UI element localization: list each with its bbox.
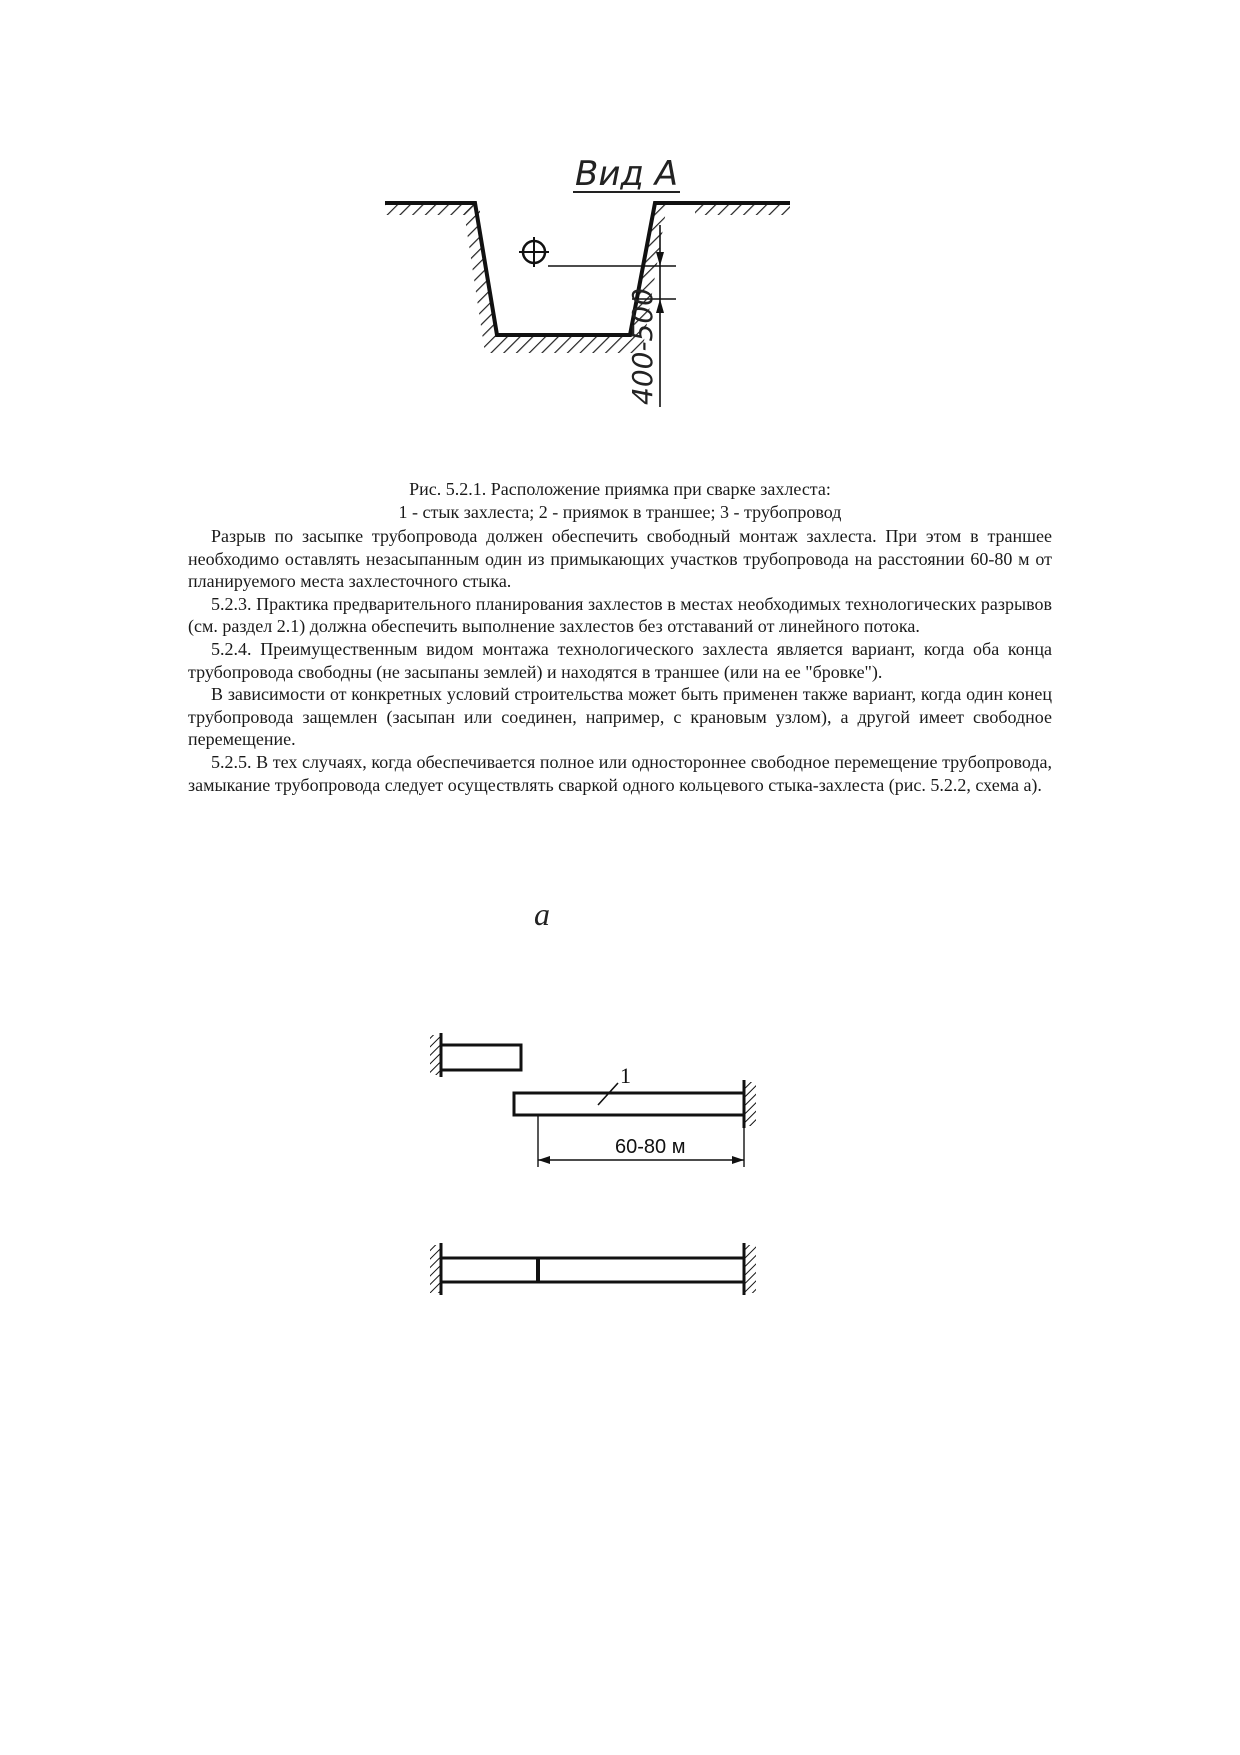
paragraph: 5.2.5. В тех случаях, когда обеспечивается полное или одностороннее свободное перемещение трубопровода, замыкание трубопровода следует осуществлять сваркой одного кольцевого стыка-захлеста (рис. 5.2.2, схема а). [188,751,1052,795]
paragraph: 5.2.3. Практика предварительного планирования захлестов в местах необходимых технологических разрывов (см. раздел 2.1) должна обеспечить выполнение захлестов без отставаний от линейного потока. [188,593,1052,637]
ground-hatch-right [695,205,790,215]
trench-outline [385,203,790,335]
scheme-label: а [534,896,550,932]
free-pipe [514,1093,744,1115]
trench-figure [380,145,870,465]
paragraph: В зависимости от конкретных условий строительства может быть применен также вариант, когда один конец трубопровода защемлен (засыпан или соединен, например, с крановым узлом), а другой имеет свободное перемещение. [188,684,1052,750]
figure-caption-legend: 1 - стык захлеста; 2 - приямок в траншее; 3 - трубопровод [398,502,842,522]
closed-pipeline [441,1258,744,1282]
closure-scheme-figure [430,885,830,1305]
view-label: Вид А [575,154,678,194]
joint-label: 1 [620,1063,631,1088]
body-text [188,525,1052,796]
distance-label: 60-80 м [615,1136,686,1158]
paragraph: 5.2.4. Преимущественным видом монтажа технологического захлеста является вариант, когда оба конца трубопровода свободны (не засыпаны землей) и находятся в траншее (или на ее "бровке"). [188,638,1052,682]
fixed-pipe-end [441,1045,521,1070]
figure-caption-title: Рис. 5.2.1. Расположение приямка при сварке захлеста: [409,479,831,499]
paragraph: Разрыв по засыпке трубопровода должен обеспечить свободный монтаж захлеста. При этом в траншее необходимо оставлять незасыпанным один из примыкающих участков трубопровода на расстоянии 60-80 м от планируемого места захлесточного стыка. [188,526,1052,592]
dimension-label: 400-500 [626,288,659,405]
